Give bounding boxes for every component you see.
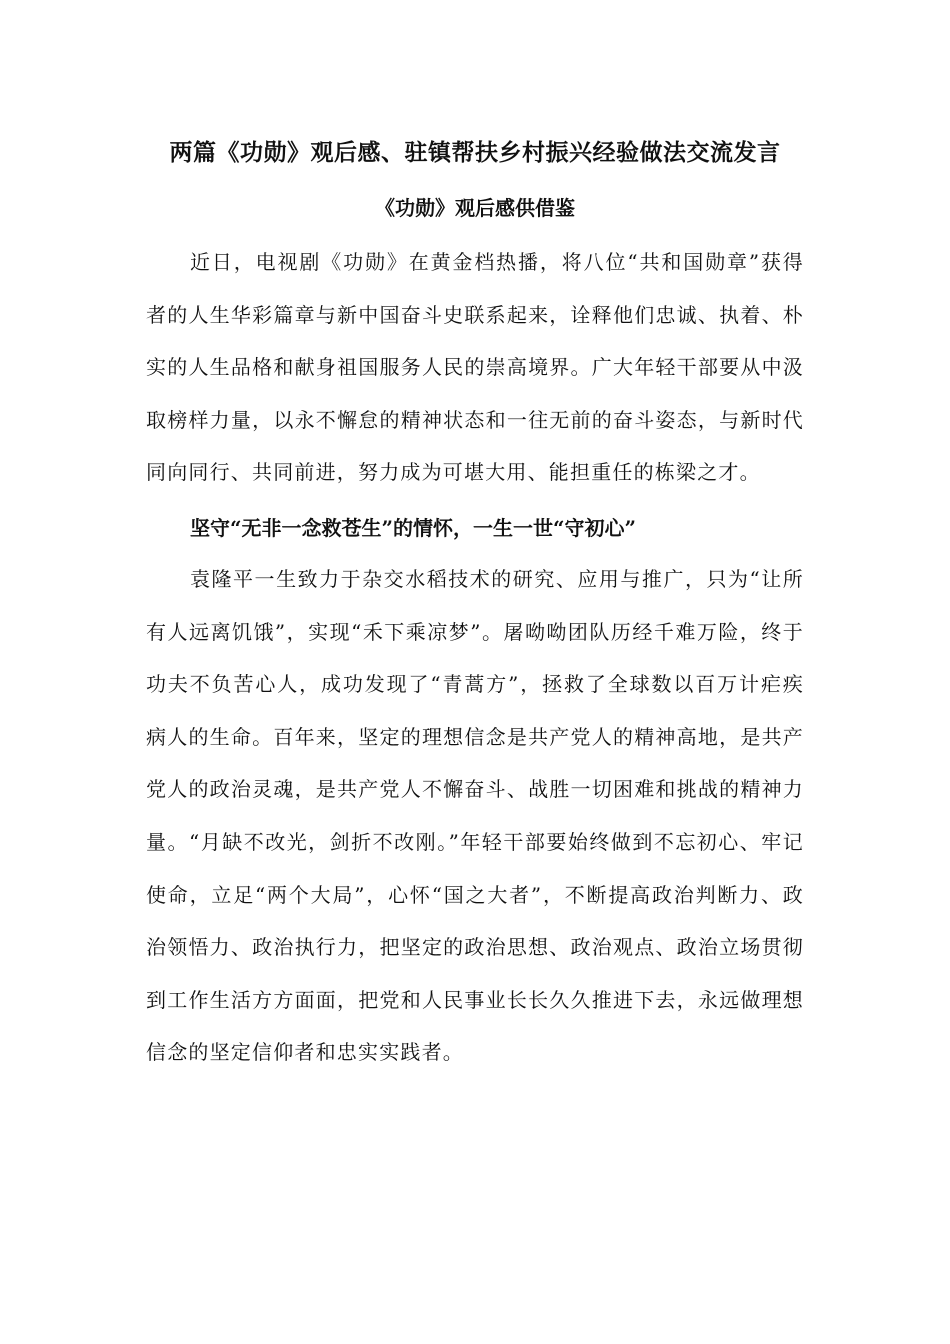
intro-paragraph: 近日，电视剧《功勋》在黄金档热播，将八位“共和国勋章”获得者的人生华彩篇章与新中国奋斗史联系起来，诠释他们忠诚、执着、朴实的人生品格和献身祖国服务人民的崇高境界。广大年轻干部要从中汲取榜样力量，以永不懈怠的精神状态和一往无前的奋斗姿态，与新时代同向同行、共同前进，努力成为可堪大用、能担重任的栋梁之才。 [146,250,804,485]
document-title: 两篇《功勋》观后感、驻镇帮扶乡村振兴经验做法交流发言 [169,139,781,166]
document-body [146,128,804,1079]
section-paragraph: 袁隆平一生致力于杂交水稻技术的研究、应用与推广，只为“让所有人远离饥饿”，实现“禾下乘凉梦”。屠呦呦团队历经千难万险，终于功夫不负苦心人，成功发现了“青蒿方”，拯救了全球数以百万计疟疾病人的生命。百年来，坚定的理想信念是共产党人的精神高地，是共产党人的政治灵魂，是共产党人不懈奋斗、战胜一切困难和挑战的精神力量。“月缺不改光，剑折不改刚。”年轻干部要始终做到不忘初心、牢记使命，立足“两个大局”，心怀“国之大者”，不断提高政治判断力、政治领悟力、政治执行力，把坚定的政治思想、政治观点、政治立场贯彻到工作生活方方面面，把党和人民事业长长久久推进下去，永远做理想信念的坚定信仰者和忠实实践者。 [146,566,804,1065]
section-heading: 坚守“无非一念救苍生”的情怀，一生一世“守初心” [190,515,637,540]
document-subtitle: 《功勋》观后感供借鉴 [375,196,575,220]
